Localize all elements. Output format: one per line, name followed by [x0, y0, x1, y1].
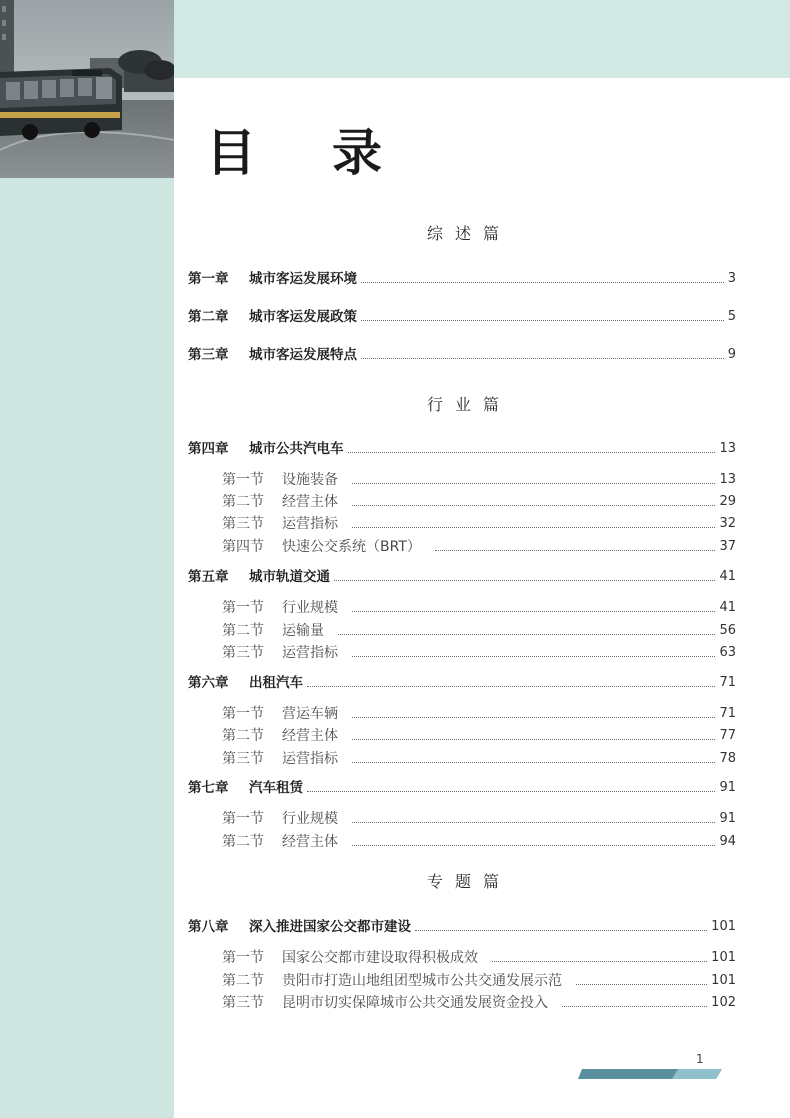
page-number: 101 [711, 919, 736, 934]
chapter-number: 第六章 [188, 675, 229, 691]
toc-section[interactable] [222, 750, 736, 768]
section-title: 快速公交系统（BRT） [282, 539, 421, 555]
toc-chapter-2[interactable] [188, 308, 736, 326]
toc-chapter-1[interactable] [188, 270, 736, 288]
toc-chapter-7[interactable] [188, 779, 736, 797]
toc-section[interactable] [222, 810, 736, 828]
section-number: 第二节 [222, 834, 264, 850]
section-number: 第二节 [222, 728, 264, 744]
page-number: 5 [727, 309, 736, 324]
chapter-number: 第五章 [188, 569, 229, 585]
page-number: 102 [711, 995, 736, 1010]
dot-leader [352, 505, 715, 506]
section-title: 经营主体 [282, 728, 338, 744]
chapter-title: 城市客运发展特点 [249, 347, 357, 363]
section-title: 行业规模 [282, 811, 338, 827]
chapter-number: 第七章 [188, 780, 229, 796]
bus-photo [0, 0, 174, 178]
chapter-title: 城市轨道交通 [249, 569, 330, 585]
page-number: 71 [719, 675, 736, 690]
toc-chapter-5[interactable] [188, 568, 736, 586]
dot-leader [352, 527, 715, 528]
dot-leader [352, 611, 715, 612]
toc-section[interactable] [222, 471, 736, 489]
toc-section[interactable] [222, 493, 736, 511]
page-number: 37 [719, 539, 736, 554]
section-number: 第二节 [222, 973, 264, 989]
chapter-title: 出租汽车 [249, 675, 303, 691]
dot-leader [361, 320, 724, 321]
page-number: 71 [719, 706, 736, 721]
section-number: 第一节 [222, 600, 264, 616]
page-number: 41 [719, 569, 736, 584]
chapter-number: 第三章 [188, 347, 229, 363]
toc-section[interactable] [222, 622, 736, 640]
section-title: 运营指标 [282, 751, 338, 767]
page-number: 91 [719, 811, 736, 826]
footer-page-number: 1 [696, 1052, 704, 1066]
section-number: 第一节 [222, 472, 264, 488]
dot-leader [352, 483, 715, 484]
section-title: 营运车辆 [282, 706, 338, 722]
page-number: 94 [719, 834, 736, 849]
section-title: 昆明市切实保障城市公共交通发展资金投入 [282, 995, 548, 1011]
part-heading: 行业篇 [426, 395, 511, 414]
page-number: 41 [719, 600, 736, 615]
section-number: 第一节 [222, 706, 264, 722]
dot-leader [307, 686, 715, 687]
dot-leader [492, 961, 707, 962]
dot-leader [334, 580, 715, 581]
footer-accent-bar [578, 1064, 722, 1074]
toc-section[interactable] [222, 515, 736, 533]
section-number: 第二节 [222, 623, 264, 639]
toc-section[interactable] [222, 994, 736, 1012]
chapter-title: 汽车租赁 [249, 780, 303, 796]
chapter-title: 城市客运发展政策 [249, 309, 357, 325]
dot-leader [361, 282, 724, 283]
dot-leader [338, 634, 715, 635]
toc-section[interactable] [222, 833, 736, 851]
toc-chapter-3[interactable] [188, 346, 736, 364]
dot-leader [352, 717, 715, 718]
page-number: 13 [719, 441, 736, 456]
section-title: 经营主体 [282, 494, 338, 510]
dot-leader [352, 656, 715, 657]
chapter-number: 第二章 [188, 309, 229, 325]
page-title: 目录 [206, 124, 458, 182]
chapter-number: 第一章 [188, 271, 229, 287]
section-title: 运输量 [282, 623, 324, 639]
chapter-number: 第四章 [188, 441, 229, 457]
section-number: 第二节 [222, 494, 264, 510]
page-number: 91 [719, 780, 736, 795]
dot-leader [352, 762, 715, 763]
page-number: 78 [719, 751, 736, 766]
toc-section[interactable] [222, 949, 736, 967]
section-title: 经营主体 [282, 834, 338, 850]
toc-chapter-4[interactable] [188, 440, 736, 458]
section-title: 贵阳市打造山地组团型城市公共交通发展示范 [282, 973, 562, 989]
page-number: 77 [719, 728, 736, 743]
toc-section[interactable] [222, 972, 736, 990]
section-number: 第四节 [222, 539, 264, 555]
page-number: 101 [711, 950, 736, 965]
section-number: 第三节 [222, 516, 264, 532]
chapter-title: 深入推进国家公交都市建设 [249, 919, 411, 935]
toc-section[interactable] [222, 705, 736, 723]
page-number: 56 [719, 623, 736, 638]
chapter-title: 城市客运发展环境 [249, 271, 357, 287]
section-title: 行业规模 [282, 600, 338, 616]
page-number: 101 [711, 973, 736, 988]
part-heading: 综述篇 [426, 224, 511, 243]
dot-leader [415, 930, 707, 931]
part-heading: 专题篇 [426, 872, 511, 891]
page-number: 13 [719, 472, 736, 487]
chapter-title: 城市公共汽电车 [249, 441, 344, 457]
toc-section[interactable] [222, 727, 736, 745]
section-title: 设施装备 [282, 472, 338, 488]
top-decorative-band [174, 0, 790, 78]
page-number: 3 [727, 271, 736, 286]
section-title: 运营指标 [282, 645, 338, 661]
toc-section[interactable] [222, 599, 736, 617]
section-number: 第三节 [222, 995, 264, 1011]
chapter-number: 第八章 [188, 919, 229, 935]
dot-leader [361, 358, 724, 359]
dot-leader [352, 845, 715, 846]
section-number: 第一节 [222, 811, 264, 827]
dot-leader [352, 739, 715, 740]
dot-leader [307, 791, 715, 792]
dot-leader [435, 550, 716, 551]
page-number: 32 [719, 516, 736, 531]
toc-chapter-6[interactable] [188, 674, 736, 692]
toc-chapter-8[interactable] [188, 918, 736, 936]
page-number: 63 [719, 645, 736, 660]
dot-leader [348, 452, 716, 453]
page-number: 29 [719, 494, 736, 509]
section-number: 第三节 [222, 751, 264, 767]
section-title: 运营指标 [282, 516, 338, 532]
toc-section[interactable] [222, 644, 736, 662]
section-number: 第三节 [222, 645, 264, 661]
section-title: 国家公交都市建设取得积极成效 [282, 950, 478, 966]
toc-section[interactable] [222, 538, 736, 556]
dot-leader [352, 822, 715, 823]
page-number: 9 [727, 347, 736, 362]
dot-leader [562, 1006, 707, 1007]
dot-leader [576, 984, 707, 985]
section-number: 第一节 [222, 950, 264, 966]
